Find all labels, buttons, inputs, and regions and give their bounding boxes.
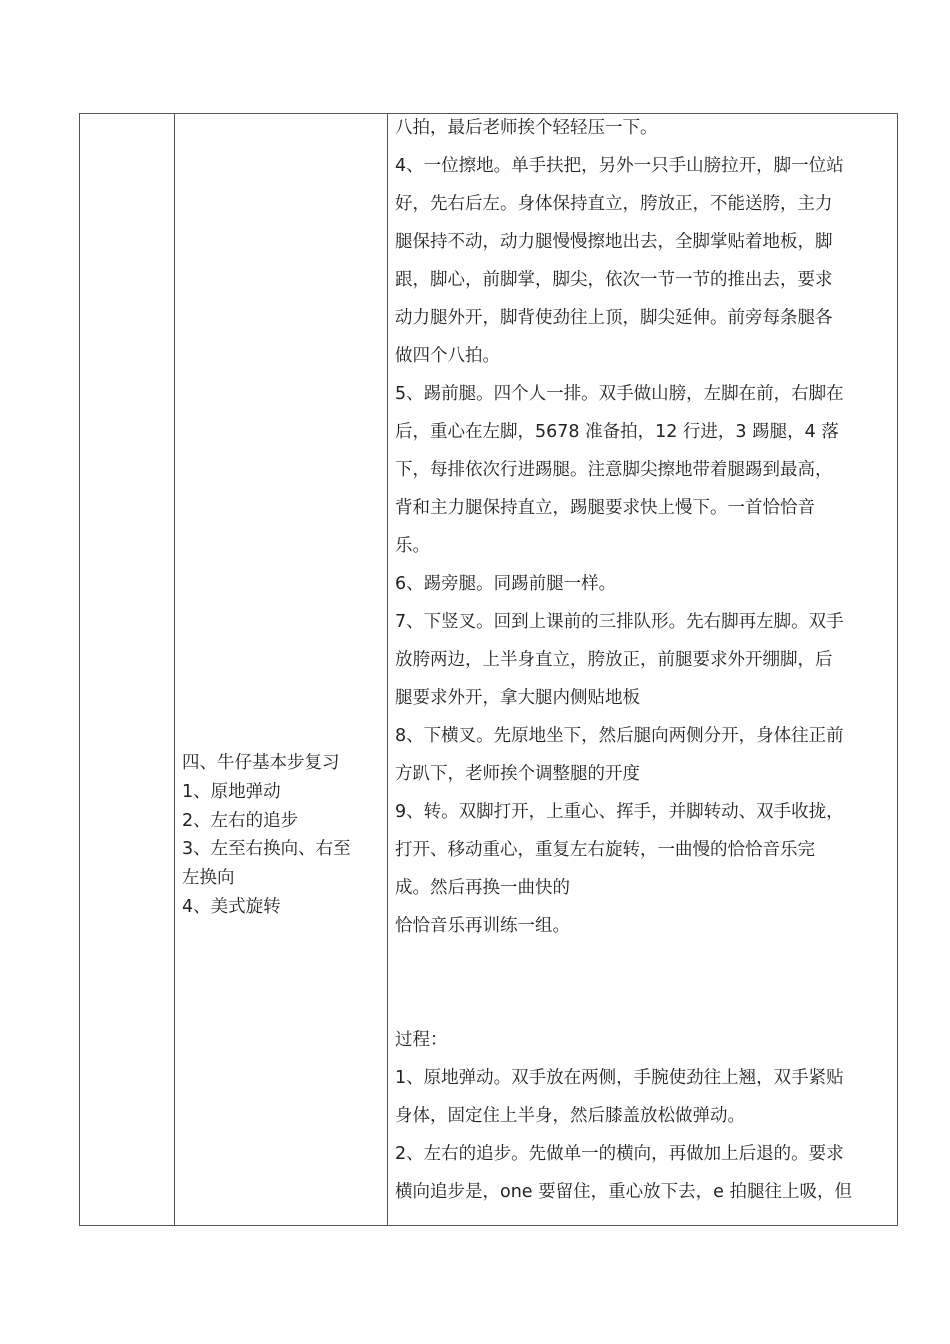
outline-item: 2、左右的追步	[182, 810, 299, 831]
column-divider-2	[387, 114, 388, 1225]
text-line: 跟，脚心，前脚掌，脚尖，依次一节一节的推出去，要求	[395, 270, 833, 290]
text-line: 恰恰音乐再训练一组。	[395, 916, 570, 936]
text-line: 下，每排依次行进踢腿。注意脚尖擦地带着腿踢到最高，	[395, 460, 833, 480]
text-line: 方趴下，老师挨个调整腿的开度	[395, 764, 640, 784]
spacer	[395, 950, 895, 1026]
outline-item: 3、左至右换向、右至	[182, 839, 351, 860]
text-line: 横向追步是，one 要留住，重心放下去，e 拍腿往上吸，但	[395, 1182, 852, 1202]
text-line: 背和主力腿保持直立，踢腿要求快上慢下。一首恰恰音	[395, 498, 815, 518]
text-line: 腿保持不动，动力腿慢慢擦地出去，全脚掌贴着地板，脚	[395, 232, 833, 252]
outline-item: 4、美式旋转	[182, 896, 281, 917]
process-description-cell	[395, 114, 895, 1216]
text-line: 八拍，最后老师挨个轻轻压一下。	[395, 118, 658, 138]
text-line: 成。然后再换一曲快的	[395, 878, 570, 898]
column-divider-1	[174, 114, 175, 1225]
text-line: 动力腿外开，脚背使劲往上顶，脚尖延伸。前旁每条腿各	[395, 308, 833, 328]
text-line: 身体，固定住上半身，然后膝盖放松做弹动。	[395, 1106, 745, 1126]
text-line: 腿要求外开，拿大腿内侧贴地板	[395, 688, 640, 708]
text-line: 好，先右后左。身体保持直立，胯放正，不能送胯，主力	[395, 194, 833, 214]
outline-item: 1、原地弹动	[182, 781, 281, 802]
outline-item: 左换向	[182, 868, 235, 889]
text-line: 7、下竖叉。回到上课前的三排队形。先右脚再左脚。双手	[395, 612, 844, 632]
section-label: 过程：	[395, 1030, 448, 1050]
outline-heading: 四、牛仔基本步复习	[182, 753, 340, 773]
text-line: 4、一位擦地。单手扶把，另外一只手山膀拉开，脚一位站	[395, 156, 844, 176]
text-line: 放胯两边，上半身直立，胯放正，前腿要求外开绷脚，后	[395, 650, 833, 670]
text-line: 做四个八拍。	[395, 346, 500, 366]
content-outline-cell	[182, 749, 382, 922]
text-line: 打开、移动重心，重复左右旋转，一曲慢的恰恰音乐完	[395, 840, 815, 860]
text-line: 8、下横叉。先原地坐下，然后腿向两侧分开，身体往正前	[395, 726, 844, 746]
text-line: 2、左右的追步。先做单一的横向，再做加上后退的。要求	[395, 1144, 844, 1164]
text-line: 6、踢旁腿。同踢前腿一样。	[395, 574, 617, 594]
text-line: 乐。	[395, 536, 430, 556]
text-line: 9、转。双脚打开，上重心、挥手，并脚转动、双手收拢，	[395, 802, 844, 822]
text-line: 后，重心在左脚，5678 准备拍，12 行进，3 踢腿，4 落	[395, 422, 839, 442]
text-line: 1、原地弹动。双手放在两侧，手腕使劲往上翘，双手紧贴	[395, 1068, 844, 1088]
text-line: 5、踢前腿。四个人一排。双手做山膀，左脚在前，右脚在	[395, 384, 844, 404]
